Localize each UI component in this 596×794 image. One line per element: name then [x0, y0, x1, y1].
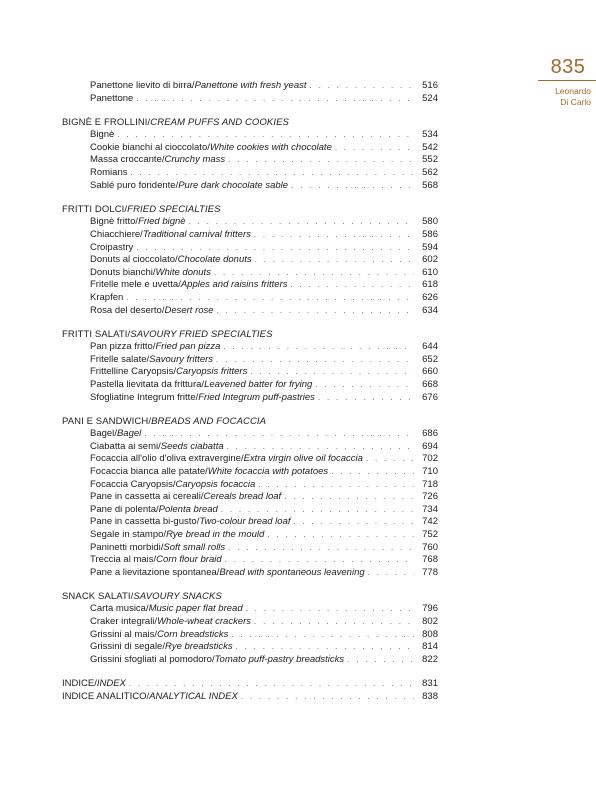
dot-leader [250, 366, 414, 379]
entry-title-italian: Bagel [90, 428, 115, 440]
entry-title-english: Music paper flat bread [148, 603, 243, 615]
toc-entry [62, 366, 438, 379]
entry-title-english: Apples and raisins fritters [180, 279, 288, 291]
entry-page-number: 652 [422, 353, 438, 365]
entry-title-english: Whole-wheat crackers [157, 616, 252, 628]
entry-page-number: 660 [422, 366, 438, 378]
toc-entry [62, 466, 438, 479]
toc-section [62, 117, 438, 193]
entry-title-english: Crunchy mass [164, 154, 226, 166]
entry-title [90, 167, 128, 180]
entry-page-number: 831 [422, 677, 438, 689]
toc-entry [62, 441, 438, 454]
toc-entry [62, 80, 438, 93]
entry-title-italian: Donuts al cioccolato [90, 254, 176, 266]
entry-page-number: 822 [422, 653, 438, 665]
dot-leader [284, 491, 414, 504]
entry-page-number: 752 [422, 529, 438, 540]
toc-entry [62, 603, 438, 616]
entry-title-italian: INDICE [62, 677, 95, 689]
dot-leader [258, 479, 414, 492]
toc-entry [62, 267, 438, 280]
entry-title: Sfogliatine Integrum fritte/Fried Integrum puff-pastries [90, 391, 315, 403]
entry-title-english: ANALYTICAL INDEX [149, 690, 238, 702]
dot-leader [347, 654, 414, 667]
entry-title: Pastella lievitata da frittura/Leavened batter for frying [90, 378, 313, 390]
dot-leader [126, 292, 414, 305]
entry-title: Focaccia all'olio d'oliva extravergine/Extra virgin olive oil focaccia [90, 453, 363, 465]
entry-title: Sablé puro fondente/Pure dark chocolate sable [90, 179, 289, 191]
dot-leader [231, 629, 414, 642]
entry-page-number: 668 [422, 378, 438, 390]
dot-leader [228, 542, 414, 555]
entry-page-number: 618 [422, 279, 438, 291]
dot-leader [291, 180, 414, 193]
entry-page-number: 796 [422, 603, 438, 615]
entry-title: Donuts bianchi/White donuts [90, 266, 211, 278]
entry-title-italian: Carta musica [90, 603, 146, 615]
entry-title-english: Two-colour bread loaf [199, 516, 291, 528]
entry-title: Pane in cassetta bi-gusto/Two-colour bread loaf [90, 516, 291, 528]
entry-title: Pan pizza fritto/Fried pan pizza [90, 341, 221, 353]
entry-title: INDICE/INDEX [62, 677, 126, 689]
entry-page-number: 552 [422, 154, 438, 166]
toc-entry [62, 154, 438, 167]
entry-title-italian: Bignè [90, 129, 115, 141]
entry-title-italian: Krapfen [90, 291, 124, 303]
section-heading-english: FRIED SPECIALTIES [127, 203, 221, 215]
section-heading-english: SAVOURY SNACKS [133, 590, 222, 602]
entry-title: Pane a lievitazione spontanea/Bread with spontaneous leavening [90, 566, 365, 578]
entry-title-english: Polenta bread [158, 503, 218, 515]
entry-title [90, 292, 123, 305]
toc-entry [62, 542, 438, 555]
entry-title-italian: Pan pizza fritto [90, 341, 153, 353]
entry-page-number: 568 [422, 179, 438, 191]
toc-section [62, 329, 438, 405]
toc-section [62, 80, 438, 105]
toc-section [62, 416, 438, 580]
dot-leader [254, 229, 414, 242]
entry-title-italian: Ciabatta ai semi [90, 440, 159, 452]
toc-entry [62, 654, 438, 667]
dot-leader [136, 93, 414, 106]
entry-page-number: 742 [422, 516, 438, 528]
toc-entry [62, 254, 438, 267]
toc-section-indices [62, 678, 438, 703]
entry-title-english: Fried pan pizza [155, 341, 221, 353]
entry-title: Bignè fritto/Fried bignè [90, 216, 186, 228]
dot-leader [318, 392, 414, 405]
entry-title-italian: Sablé puro fondente [90, 179, 176, 191]
entry-page-number: 734 [422, 503, 438, 515]
toc-section [62, 204, 438, 317]
entry-title: Craker integrali/Whole-wheat crackers [90, 616, 252, 628]
entry-page-number: 718 [422, 478, 438, 490]
toc-entry [62, 567, 438, 580]
entry-title-english: Seeds ciabatta [160, 440, 224, 452]
entry-title-english: White cookies with chocolate [209, 141, 332, 153]
entry-title-english: Soft small rolls [163, 541, 226, 553]
toc-entry [62, 129, 438, 142]
dot-leader [217, 305, 414, 318]
entry-title: Pane di polenta/Polenta bread [90, 503, 218, 515]
entry-title: Pane in cassetta ai cereali/Cereals bread loaf [90, 491, 282, 503]
entry-title-italian: Pane in cassetta bi-gusto [90, 516, 197, 528]
dot-leader [131, 167, 415, 180]
entry-page-number: 768 [422, 554, 438, 566]
section-heading: BIGNÈ E FROLLINI/CREAM PUFFS AND COOKIES [62, 116, 289, 128]
toc-entry [62, 142, 438, 155]
dot-leader [129, 678, 414, 691]
toc-entry [62, 216, 438, 229]
toc-entry [62, 341, 438, 354]
toc-entry [62, 691, 438, 704]
entry-title: Grissini al mais/Corn breadsticks [90, 628, 229, 640]
toc-entry [62, 379, 438, 392]
dot-leader [227, 441, 414, 454]
entry-page-number: 634 [422, 304, 438, 316]
entry-title-english: Caryopsis fritters [176, 366, 248, 378]
entry-title-italian: Panettone [90, 92, 134, 104]
entry-title-italian: Pane a lievitazione spontanea [90, 566, 217, 578]
entry-title: Focaccia bianca alle patate/White focaccia with potatoes [90, 466, 329, 478]
section-heading: FRITTI DOLCI/FRIED SPECIALTIES [62, 203, 221, 215]
entry-title: Massa croccante/Crunchy mass [90, 154, 226, 166]
section-heading: PANI E SANDWICH/BREADS AND FOCACCIA [62, 415, 267, 427]
section-heading-italian: FRITTI DOLCI [62, 203, 125, 215]
dot-leader [368, 567, 414, 580]
entry-page-number: 610 [422, 266, 438, 278]
toc-entry [62, 616, 438, 629]
section-heading-english: BREADS AND FOCACCIA [151, 415, 267, 427]
entry-title: Bagel/Bagel [90, 428, 142, 440]
entry-page-number: 524 [422, 92, 438, 104]
toc-entry [62, 279, 438, 292]
entry-page-number: 726 [422, 491, 438, 503]
dot-leader [223, 341, 414, 354]
entry-title-english: White donuts [155, 266, 211, 278]
entry-page-number: 676 [422, 391, 438, 403]
author-first-name: Leonardo [555, 86, 591, 96]
entry-title-italian: Bignè fritto [90, 216, 136, 228]
dot-leader [117, 129, 414, 142]
dot-leader [291, 279, 415, 292]
dot-leader [246, 603, 414, 616]
section-heading: SNACK SALATI/SAVOURY SNACKS [62, 590, 222, 602]
entry-title-italian: Segale in stampo [90, 529, 164, 540]
toc-entry [62, 229, 438, 242]
entry-title: Treccia al mais/Corn flour braid [90, 554, 222, 566]
entry-title: Cookie bianchi al cioccolato/White cookies with chocolate [90, 141, 332, 153]
entry-title-english: Pure dark chocolate sable [178, 179, 289, 191]
entry-title-italian: Grissini di segale [90, 641, 163, 653]
dot-leader [216, 354, 414, 367]
table-of-contents [62, 80, 438, 715]
toc-entry [62, 428, 438, 441]
entry-title-italian: Pane in cassetta ai cereali [90, 491, 201, 503]
author-last-name: Di Carlo [560, 97, 591, 107]
toc-entry [62, 554, 438, 567]
entry-title-english: INDEX [96, 677, 126, 689]
entry-title-italian: Focaccia all'olio d'oliva extravergine [90, 453, 241, 465]
entry-title-italian: Treccia al mais [90, 554, 154, 566]
entry-page-number: 534 [422, 129, 438, 141]
entry-page-number: 686 [422, 428, 438, 440]
dot-leader [294, 516, 414, 529]
entry-title-english: White focaccia with potatoes [207, 466, 329, 478]
dot-leader [189, 216, 414, 229]
entry-page-number: 602 [422, 254, 438, 266]
entry-title-english: Rye bread in the mould [166, 529, 265, 540]
entry-title-italian: Panettone lievito di birra [90, 80, 192, 91]
section-heading-italian: PANI E SANDWICH [62, 415, 149, 427]
toc-entry [62, 529, 438, 542]
entry-title [90, 93, 133, 106]
entry-title: Grissini sfogliati al pomodoro/Tomato puff-pastry breadsticks [90, 653, 345, 665]
entry-title: Fritelle mele e uvetta/Apples and raisins fritters [90, 279, 288, 291]
entry-title-english: Chocolate donuts [177, 254, 252, 266]
dot-leader [267, 529, 414, 542]
section-heading: FRITTI SALATI/SAVOURY FRIED SPECIALTIES [62, 328, 273, 340]
entry-page-number: 710 [422, 466, 438, 478]
entry-title: Focaccia Caryopsis/Caryopsis focaccia [90, 478, 256, 490]
dot-leader [236, 641, 414, 654]
toc-entry [62, 392, 438, 405]
entry-title-italian: Chiacchiere [90, 228, 141, 240]
entry-page-number: 838 [422, 690, 438, 702]
page-number-rule [538, 80, 596, 81]
entry-page-number: 808 [422, 628, 438, 640]
entry-page-number: 644 [422, 341, 438, 353]
dot-leader [221, 504, 414, 517]
entry-title-english: Tomato puff-pastry breadsticks [214, 653, 345, 665]
entry-title-english: Fried Integrum puff-pastries [198, 391, 315, 403]
entry-title-italian: Cookie bianchi al cioccolato [90, 141, 208, 153]
entry-title-english: Traditional carnival fritters [142, 228, 251, 240]
dot-leader [136, 242, 414, 255]
entry-title-english: Corn flour braid [156, 554, 222, 566]
dot-leader [366, 453, 414, 466]
entry-title-english: Panettone with fresh yeast [194, 80, 307, 91]
toc-entry [62, 93, 438, 106]
author-name [535, 86, 591, 108]
entry-title: Grissini di segale/Rye breadsticks [90, 641, 233, 653]
toc-entry [62, 629, 438, 642]
entry-title-english: Bagel [116, 428, 142, 440]
entry-title-italian: INDICE ANALITICO [62, 690, 147, 702]
entry-title-italian: Croipastry [90, 241, 134, 253]
entry-title: Segale in stampo/Rye bread in the mould [90, 529, 265, 540]
entry-title-english: Cereals bread loaf [203, 491, 282, 503]
entry-title-italian: Pastella lievitata da frittura [90, 378, 202, 390]
entry-title-italian: Fritelle salate [90, 353, 147, 365]
entry-title [90, 129, 114, 142]
toc-entry [62, 292, 438, 305]
section-heading-italian: FRITTI SALATI [62, 328, 128, 340]
entry-title: Panettone lievito di birra/Panettone with fresh yeast [90, 80, 307, 91]
toc-entry [62, 305, 438, 318]
page-number: 835 [550, 56, 586, 78]
toc-entry [62, 242, 438, 255]
entry-title-english: Leavened batter for frying [204, 378, 313, 390]
entry-page-number: 562 [422, 167, 438, 179]
entry-page-number: 580 [422, 216, 438, 228]
entry-title-italian: Romians [90, 167, 128, 179]
entry-title-english: Extra virgin olive oil focaccia [243, 453, 363, 465]
entry-title: Ciabatta ai semi/Seeds ciabatta [90, 440, 224, 452]
entry-page-number: 586 [422, 228, 438, 240]
dot-leader [228, 154, 414, 167]
section-heading-english: CREAM PUFFS AND COOKIES [150, 116, 289, 128]
toc-section [62, 591, 438, 667]
dot-leader [315, 379, 414, 392]
dot-leader [225, 554, 414, 567]
dot-leader [241, 691, 414, 704]
entry-title-italian: Craker integrali [90, 616, 155, 628]
entry-title-italian: Sfogliatine Integrum fritte [90, 391, 196, 403]
entry-title-english: Caryopsis focaccia [175, 478, 256, 490]
section-heading-italian: BIGNÈ E FROLLINI [62, 116, 148, 128]
entry-title: Chiacchiere/Traditional carnival fritters [90, 228, 251, 240]
entry-title: Paninetti morbidi/Soft small rolls [90, 541, 226, 553]
entry-title-english: Bread with spontaneous leavening [219, 566, 365, 578]
entry-page-number: 778 [422, 566, 438, 578]
entry-title-italian: Frittelline Caryopsis [90, 366, 174, 378]
entry-title [90, 242, 133, 255]
dot-leader [144, 428, 414, 441]
entry-page-number: 760 [422, 541, 438, 553]
dot-leader [335, 142, 414, 155]
entry-page-number: 516 [422, 80, 438, 91]
toc-entry [62, 678, 438, 691]
section-heading-english: SAVOURY FRIED SPECIALTIES [130, 328, 273, 340]
entry-title: Donuts al cioccolato/Chocolate donuts [90, 254, 252, 266]
dot-leader [214, 267, 414, 280]
dot-leader [254, 616, 414, 629]
entry-page-number: 802 [422, 616, 438, 628]
entry-page-number: 694 [422, 440, 438, 452]
toc-entry [62, 491, 438, 504]
dot-leader [331, 466, 414, 479]
entry-title-english: Fried bignè [138, 216, 186, 228]
entry-title-italian: Fritelle mele e uvetta [90, 279, 179, 291]
entry-title-italian: Pane di polenta [90, 503, 157, 515]
entry-title-italian: Focaccia bianca alle patate [90, 466, 206, 478]
toc-entry [62, 180, 438, 193]
toc-entry [62, 516, 438, 529]
entry-title-italian: Grissini al mais [90, 628, 155, 640]
entry-title-italian: Grissini sfogliati al pomodoro [90, 653, 212, 665]
toc-entry [62, 504, 438, 517]
toc-entry [62, 453, 438, 466]
entry-title-italian: Focaccia Caryopsis [90, 478, 173, 490]
toc-entry [62, 167, 438, 180]
toc-entry [62, 641, 438, 654]
entry-title: Fritelle salate/Savoury fritters [90, 353, 214, 365]
entry-title-italian: Donuts bianchi [90, 266, 153, 278]
entry-title-english: Rye breadsticks [164, 641, 233, 653]
dot-leader [255, 254, 414, 267]
entry-title-english: Desert rose [164, 304, 214, 316]
entry-page-number: 814 [422, 641, 438, 653]
entry-title-english: Savoury fritters [149, 353, 214, 365]
entry-title: INDICE ANALITICO/ANALYTICAL INDEX [62, 690, 238, 702]
entry-title-italian: Rosa del deserto [90, 304, 162, 316]
entry-title-english: Corn breadsticks [157, 628, 229, 640]
entry-title-italian: Paninetti morbidi [90, 541, 161, 553]
entry-page-number: 626 [422, 291, 438, 303]
toc-entry [62, 354, 438, 367]
dot-leader [310, 80, 414, 93]
entry-page-number: 702 [422, 453, 438, 465]
entry-title: Frittelline Caryopsis/Caryopsis fritters [90, 366, 248, 378]
toc-entry [62, 479, 438, 492]
entry-title-italian: Massa croccante [90, 154, 162, 166]
section-heading-italian: SNACK SALATI [62, 590, 131, 602]
entry-page-number: 542 [422, 141, 438, 153]
entry-title: Carta musica/Music paper flat bread [90, 603, 243, 615]
entry-page-number: 594 [422, 241, 438, 253]
entry-title: Rosa del deserto/Desert rose [90, 304, 214, 316]
